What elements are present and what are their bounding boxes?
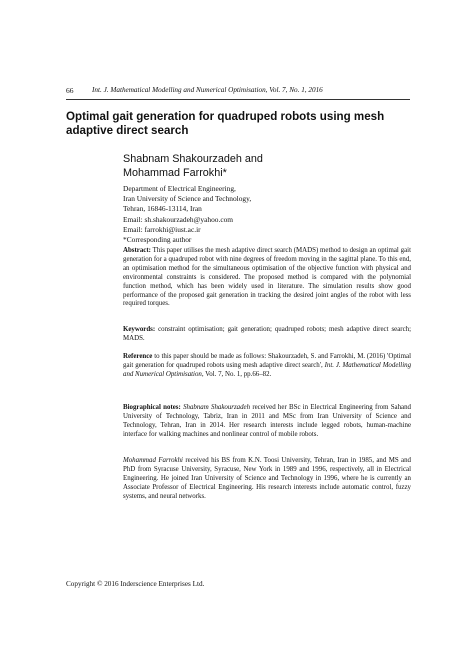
author-block <box>123 153 413 180</box>
author-email-1: Email: sh.shakourzadeh@yahoo.com <box>123 214 234 224</box>
page-number: 66 <box>66 86 74 95</box>
author-email-2: Email: farrokhi@iust.ac.ir <box>123 224 201 234</box>
bio-name-1: Shabnam Shakourzadeh <box>183 404 251 411</box>
copyright-notice: Copyright © 2016 Inderscience Enterprises Ltd. <box>66 580 205 588</box>
reference-citation-tail: , Vol. 7, No. 1, pp.66–82. <box>201 370 272 378</box>
paper-title: Optimal gait generation for quadruped robots using mesh adaptive direct search <box>66 110 385 137</box>
running-header-journal: Int. J. Mathematical Modelling and Numerical Optimisation, Vol. 7, No. 1, 2016 <box>92 86 323 94</box>
author-line-2: Mohammad Farrokhi* <box>123 166 227 179</box>
reference-journal: Int. J. Mathematical Modelling and Numerical Optimisation <box>123 361 412 378</box>
keywords-section <box>123 326 411 344</box>
affiliation-university: Iran University of Science and Technology, <box>123 194 252 204</box>
biographical-notes-label: Biographical notes: <box>123 404 181 411</box>
affiliation-block <box>123 184 413 245</box>
abstract-label: Abstract: <box>123 247 151 254</box>
header-divider <box>66 99 410 100</box>
bio-text-1: received her BSc in Electrical Engineering from Sahand University of Technology, Tabriz, Iran in 2011 and MSc from Iran University of Science and Technology, Tehran, Iran in 2014. Her research interests include legged robots, human-machine interface for walking machines and nonlinear control of mobile robots. <box>123 404 411 438</box>
bio-name-2: Mohammad Farrokhi <box>123 457 183 464</box>
corresponding-author-note: *Corresponding author <box>123 235 192 245</box>
reference-text: to this paper should be made as follows: Shakourzadeh, S. and Farrokhi, M. (2016) 'Optimal gait generation for quadruped robots using mesh adaptive direct search', <box>123 353 411 369</box>
abstract-text: This paper utilises the mesh adaptive direct search (MADS) method to design an optimal gait generation for a quadruped robot with nine degrees of freedom moving in the sagittal plane. To this end, an optimisation method for the simultaneous optimisation of the objective function with physical and environmental constraints is considered. The proposed method is compared with the polynomial function method, which has been widely used in literature. The simulation results show good performance of the proposed gait generation in tracking the desired joint angles of the robot with less required torques. <box>123 247 411 308</box>
abstract-section <box>123 247 411 309</box>
reference-label: Reference <box>123 353 153 360</box>
biography-2 <box>123 457 411 502</box>
keywords-text: constraint optimisation; gait generation; quadruped robots; mesh adaptive direct search; MADS. <box>123 326 411 342</box>
affiliation-address: Tehran, 16846-13114, Iran <box>123 204 202 214</box>
keywords-label: Keywords: <box>123 326 156 333</box>
bio-text-2: received his BS from K.N. Toosi University, Tehran, Iran in 1985, and MS and PhD from Syracuse University, Syracuse, New York in 1989 and 1996, respectively, all in Electrical Engineering. He joined Iran University of Science and Technology in 1996, where he is currently an Associate Professor of Electrical Engineering. His research interests include automatic control, fuzzy systems, and neural networks. <box>123 457 411 500</box>
biographical-notes-section <box>123 404 411 440</box>
author-line-1: Shabnam Shakourzadeh and <box>123 153 263 165</box>
affiliation-department: Department of Electrical Engineering, <box>123 184 236 193</box>
reference-section <box>123 353 411 380</box>
